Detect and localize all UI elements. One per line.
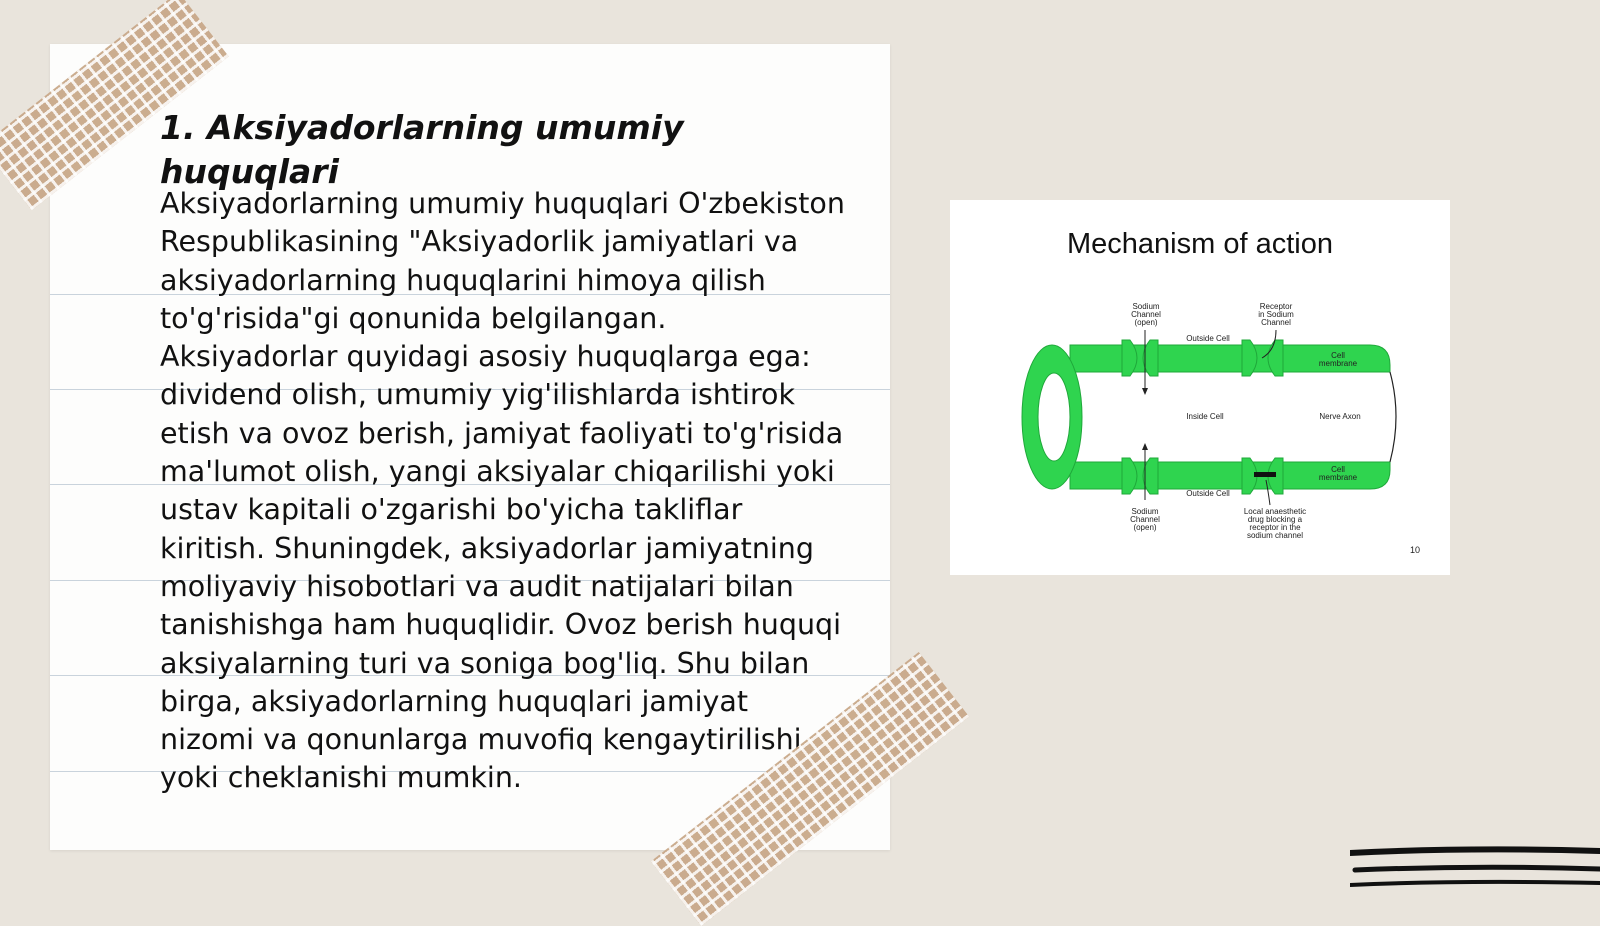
- drug-block: [1254, 472, 1276, 477]
- brush-strokes-decoration: [1350, 845, 1600, 895]
- label-membrane-top-2: membrane: [1318, 359, 1358, 368]
- label-sodium-top-3: (open): [1134, 318, 1158, 327]
- label-outside-top: Outside Cell: [1186, 334, 1230, 343]
- label-inside: Inside Cell: [1186, 412, 1224, 421]
- label-sodium-bottom-3: (open): [1133, 523, 1157, 532]
- label-membrane-bottom-2: membrane: [1318, 473, 1358, 482]
- label-sodium-top-2: Channel: [1131, 310, 1161, 319]
- label-drug-2: drug blocking a: [1247, 515, 1303, 524]
- label-drug-1: Local anaesthetic: [1243, 507, 1307, 516]
- label-receptor-1: Receptor: [1259, 302, 1293, 311]
- label-outside-bottom: Outside Cell: [1186, 489, 1230, 498]
- label-receptor-2: in Sodium: [1258, 310, 1294, 319]
- axon-outline: [1390, 372, 1396, 462]
- slide-title: 1. Aksiyadorlarning umumiy huquqlari: [160, 108, 684, 191]
- label-drug-3: receptor in the: [1249, 523, 1301, 532]
- figure-title: Mechanism of action: [1067, 228, 1333, 260]
- label-sodium-bottom-1: Sodium: [1131, 507, 1159, 516]
- label-receptor-3: Channel: [1261, 318, 1291, 327]
- label-membrane-bottom-1: Cell: [1331, 465, 1345, 474]
- mechanism-figure: [950, 200, 1450, 575]
- axon-diagram: [950, 200, 1450, 575]
- label-membrane-top-1: Cell: [1331, 351, 1345, 360]
- label-drug-4: sodium channel: [1246, 531, 1304, 540]
- slide-body-text: Aksiyadorlarning umumiy huquqlari O'zbekiston Respublikasining "Aksiyadorlik jamiyatlari va aksiyadorlarning huquqlarini himoya qilish to'g'risida"gi qonunida belgilangan. Aksiyadorlar quyidagi asosiy huquqlarga ega: dividend olish, umumiy yig'ilishlarda ishtirok etish va ovoz berish, jamiyat faoliyati to'g'risida ma'lumot olish, yangi aksiyalar chiqarilishi yoki ustav kapitali o'zgarishi bo'yicha takliflar kiritish. Shuningdek, aksiyadorlar jamiyatning moliyaviy hisobotlari va audit natijalari bilan tanishishga ham huquqlidir. Ovoz berish huquqi aksiyalarning turi va soniga bog'liq. Shu bilan birga, aksiyadorlarning huquqlari jamiyat nizomi va qonunlarga muvofiq kengaytirilishi yoki cheklanishi mumkin.: [160, 187, 845, 795]
- label-nerve-axon: Nerve Axon: [1319, 412, 1361, 421]
- label-sodium-top-1: Sodium: [1132, 302, 1160, 311]
- figure-page-number: 10: [1409, 545, 1421, 555]
- label-sodium-bottom-2: Channel: [1130, 515, 1160, 524]
